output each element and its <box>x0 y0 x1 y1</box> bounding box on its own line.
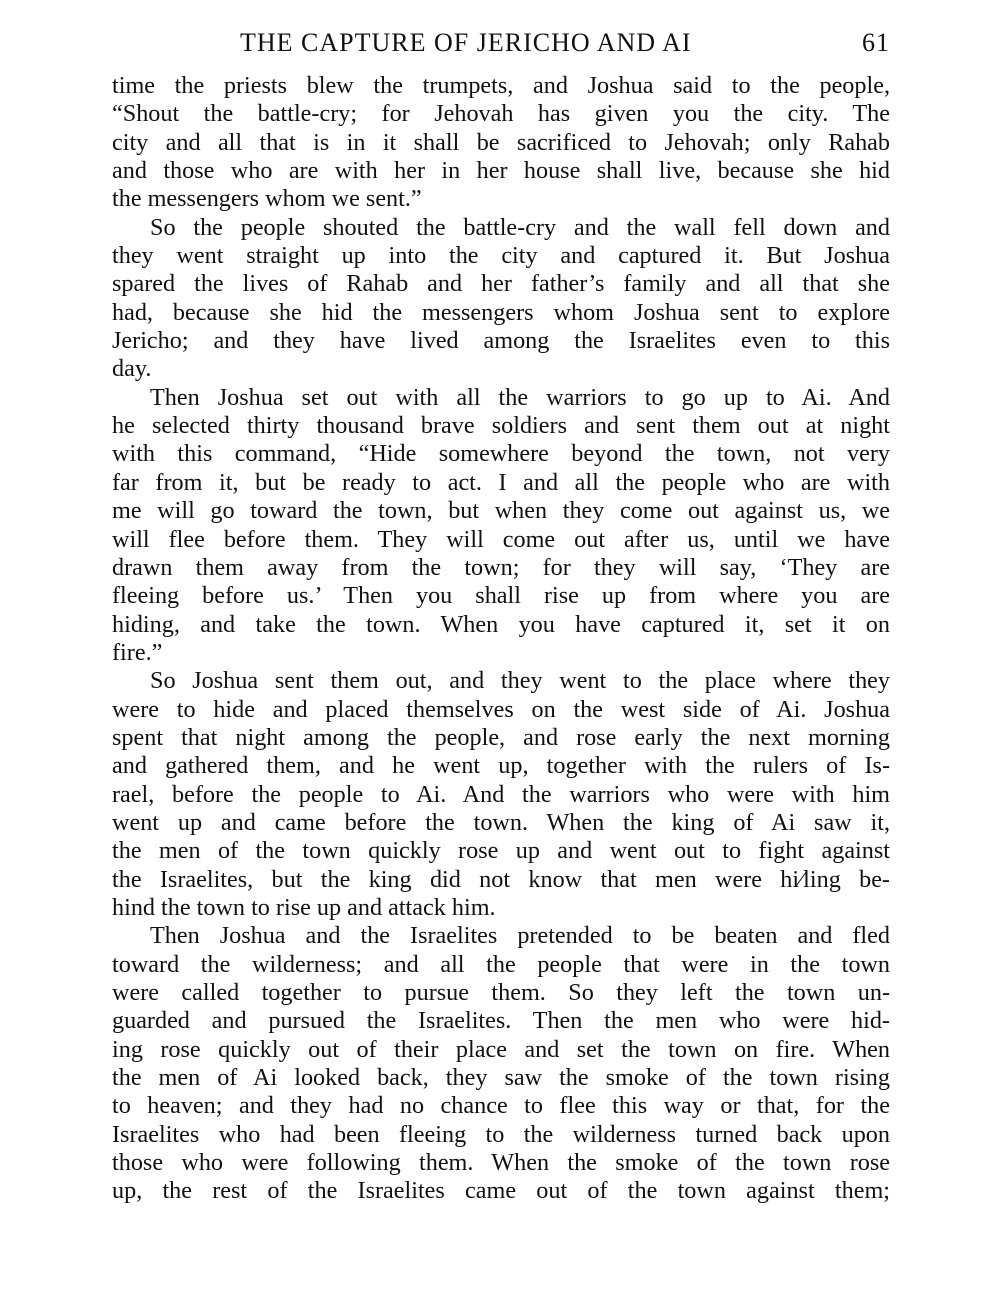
text-line: Jericho; and they have lived among the Israelites even to this <box>112 327 890 355</box>
text-line: had, because she hid the messengers whom Joshua sent to explore <box>112 298 890 326</box>
text-line: Israelites who had been fleeing to the wilderness turned back upon <box>112 1120 890 1148</box>
text-line: hiding, and take the town. When you have captured it, set it on <box>112 610 890 638</box>
text-line: spared the lives of Rahab and her father’s family and all that she <box>112 270 890 298</box>
text-line: me will go toward the town, but when they come out against us, we <box>112 497 890 525</box>
text-line: So Joshua sent them out, and they went to the place where they <box>150 667 890 695</box>
text-line: guarded and pursued the Israelites. Then the men who were hid- <box>112 1007 890 1035</box>
text-line: spent that night among the people, and rose early the next morning <box>112 723 890 751</box>
body-text <box>112 72 890 1206</box>
text-line: they went straight up into the city and captured it. But Joshua <box>112 242 890 270</box>
text-line: far from it, but be ready to act. I and all the people who are with <box>112 468 890 496</box>
text-line: and those who are with her in her house shall live, because she hid <box>112 157 890 185</box>
text-line: time the priests blew the trumpets, and Joshua said to the people, <box>112 72 890 99</box>
text-line: drawn them away from the town; for they will say, ‘They are <box>112 553 890 581</box>
text-line: went up and came before the town. When the king of Ai saw it, <box>112 808 890 836</box>
text-line: So the people shouted the battle-cry and the wall fell down and <box>150 213 890 241</box>
text-line: ing rose quickly out of their place and set the town on fire. When <box>112 1035 890 1063</box>
text-line: were called together to pursue them. So they left the town un- <box>112 979 890 1006</box>
text-line: the Israelites, but the king did not know that men were hi⁄ling be- <box>112 865 890 893</box>
text-line: the men of the town quickly rose up and went out to fight against <box>112 837 890 865</box>
running-head <box>112 24 890 62</box>
text-line: will flee before them. They will come out after us, until we have <box>112 525 890 553</box>
book-page <box>112 24 890 1206</box>
text-line: day. <box>112 355 152 383</box>
text-line: hind the town to rise up and attack him. <box>112 893 496 921</box>
text-line: rael, before the people to Ai. And the warriors who were with him <box>112 780 890 808</box>
text-line: with this command, “Hide somewhere beyond the town, not very <box>112 440 890 468</box>
text-line: city and all that is in it shall be sacrificed to Jehovah; only Rahab <box>112 128 890 156</box>
text-line: were to hide and placed themselves on the west side of Ai. Joshua <box>112 695 890 723</box>
text-line: up, the rest of the Israelites came out of the town against them; <box>112 1177 890 1205</box>
text-line: the messengers whom we sent.” <box>112 185 422 213</box>
text-line: the men of Ai looked back, they saw the smoke of the town rising <box>112 1064 890 1092</box>
text-line: he selected thirty thousand brave soldiers and sent them out at night <box>112 412 890 440</box>
text-line: to heaven; and they had no chance to flee this way or that, for the <box>112 1092 890 1120</box>
text-line: toward the wilderness; and all the people that were in the town <box>112 950 890 978</box>
page-number: 61 <box>862 28 890 57</box>
text-line: Then Joshua and the Israelites pretended to be beaten and fled <box>150 922 890 950</box>
text-line: fire.” <box>112 638 163 666</box>
running-title: THE CAPTURE OF JERICHO AND AI <box>240 28 692 57</box>
text-line: “Shout the battle-cry; for Jehovah has given you the city. The <box>112 100 890 128</box>
text-line: and gathered them, and he went up, together with the rulers of Is- <box>112 752 890 780</box>
text-line: fleeing before us.’ Then you shall rise up from where you are <box>112 582 890 610</box>
text-line: those who were following them. When the smoke of the town rose <box>112 1149 890 1177</box>
text-line: Then Joshua set out with all the warriors to go up to Ai. And <box>150 383 890 411</box>
